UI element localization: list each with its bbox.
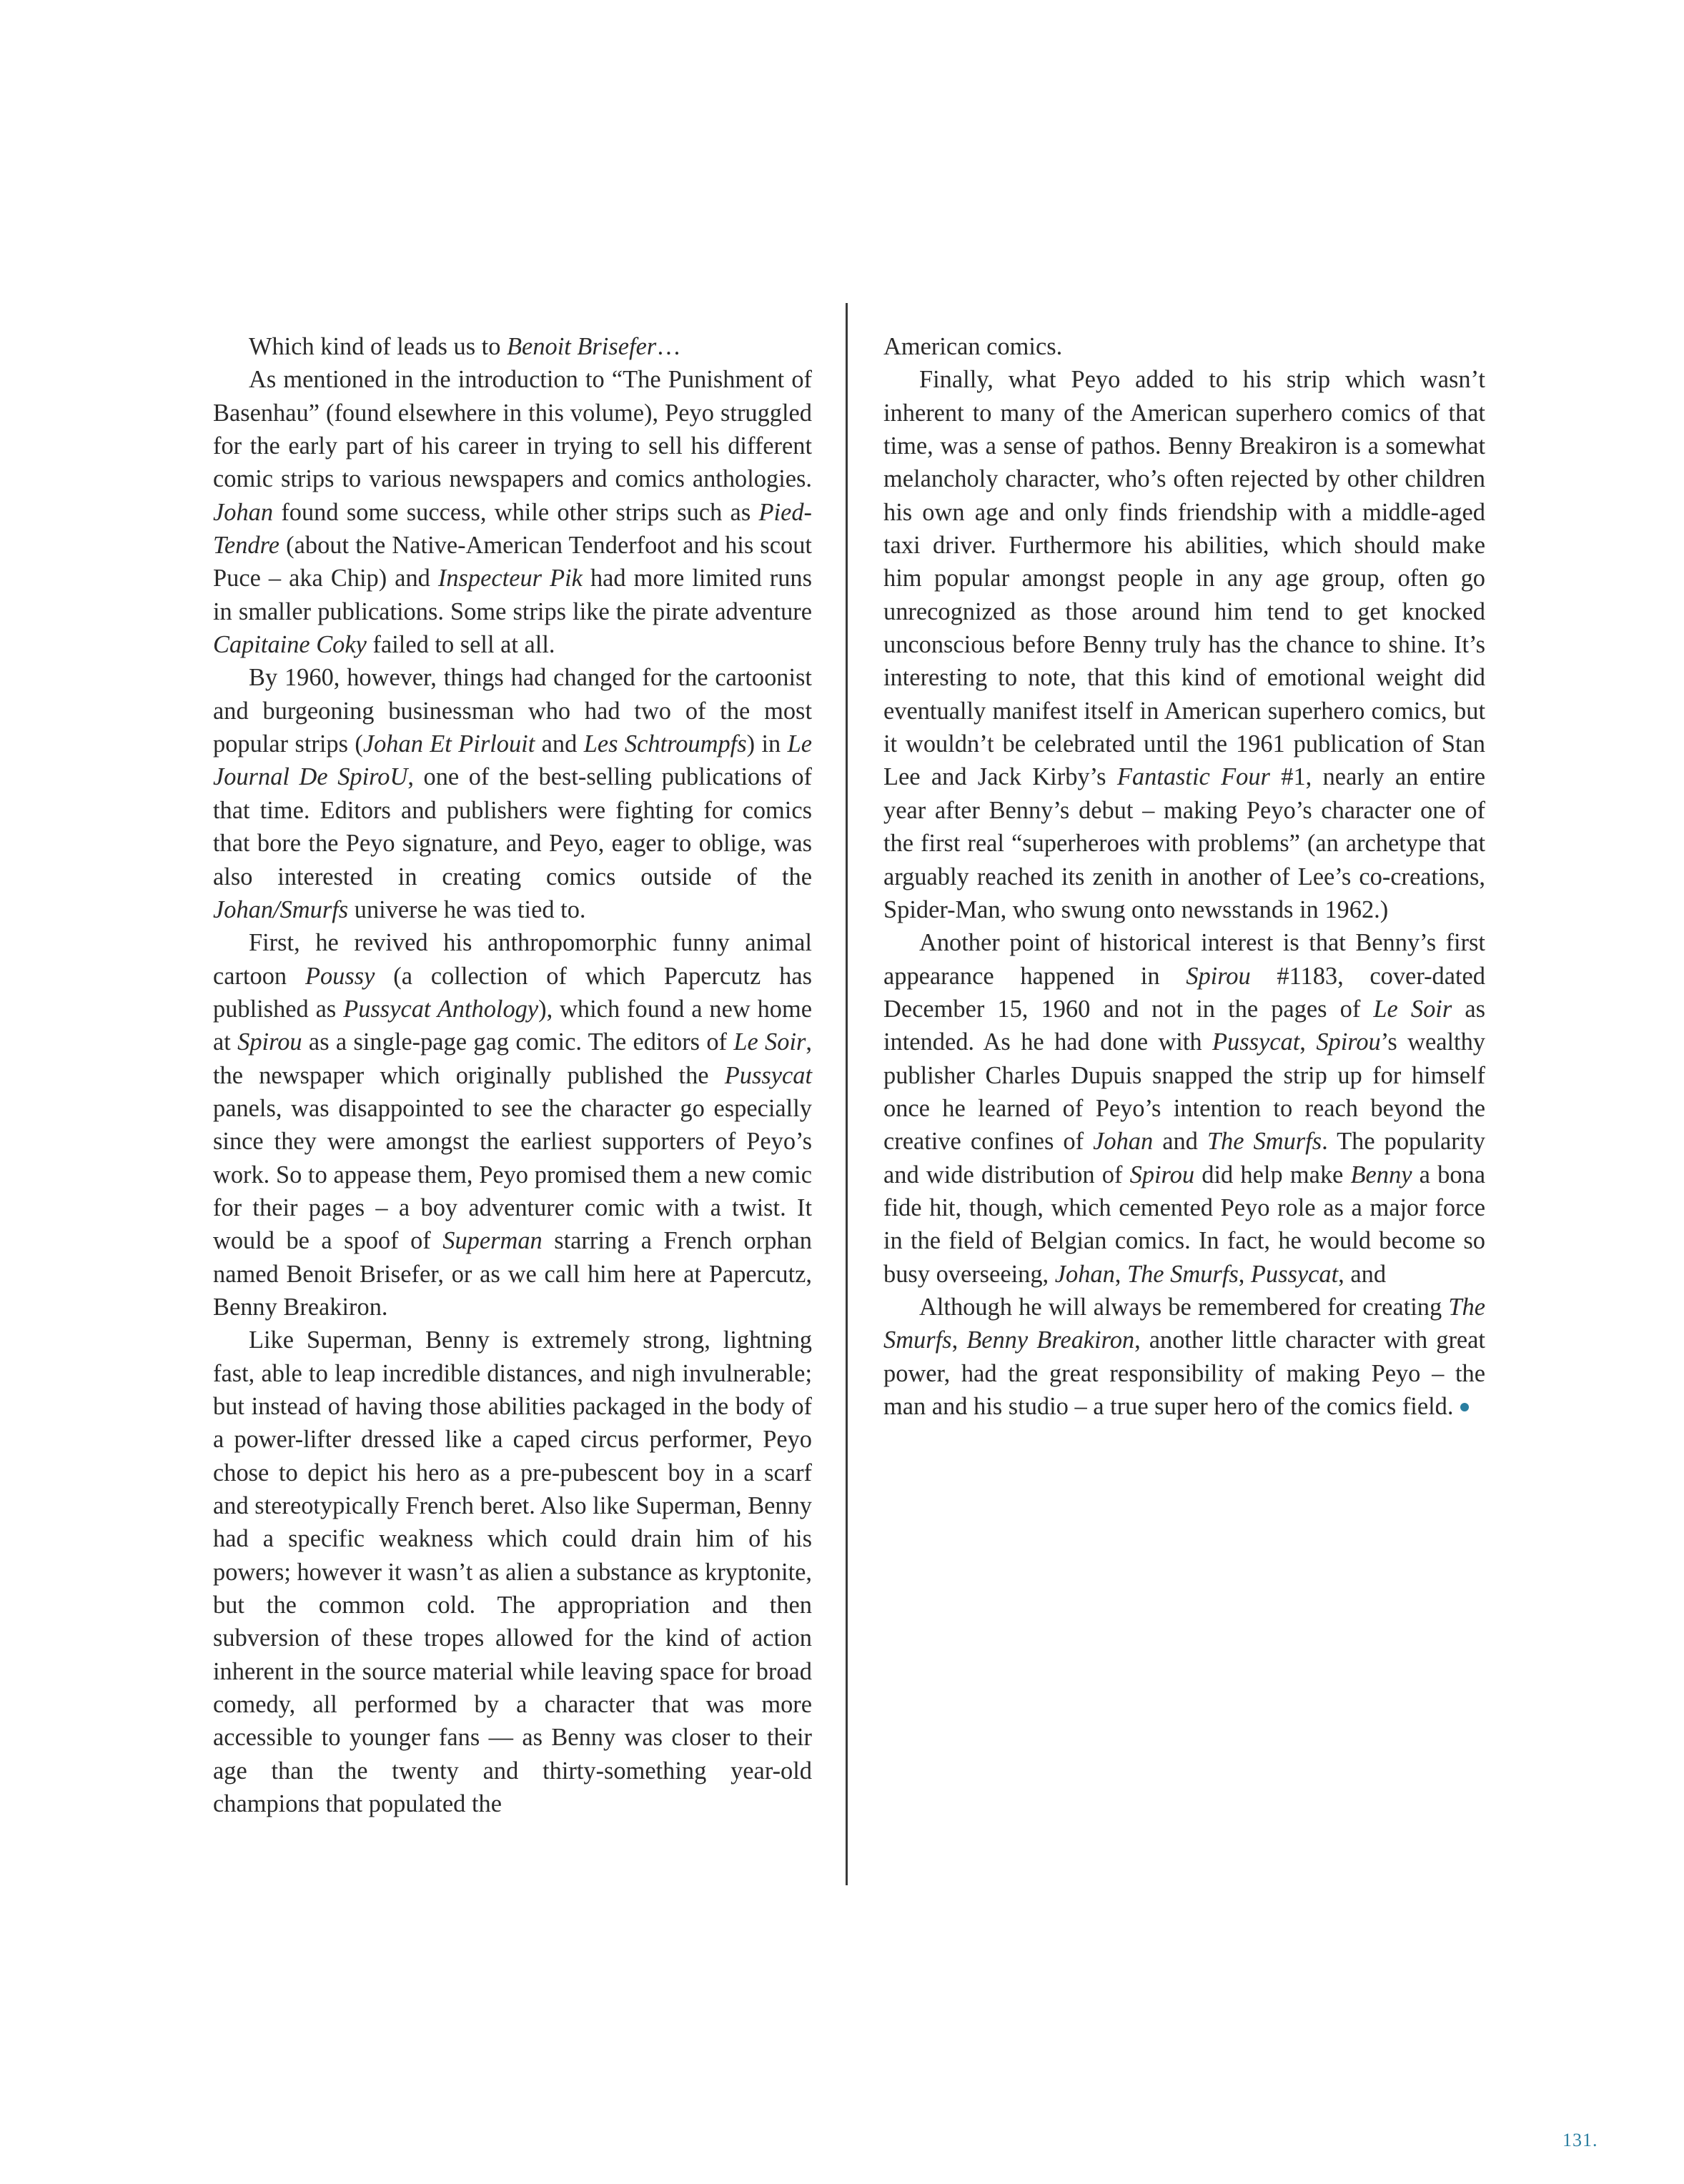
right-column (883, 330, 1485, 1423)
paragraph: Although he will always be remembered for creating The Smurfs, Benny Breakiron, another little character with great power, had the great responsibility of making Peyo – the man and his studio – a true super hero of the comics field. (883, 1293, 1485, 1420)
left-column (213, 330, 812, 1820)
paragraph: American comics. (883, 333, 1063, 360)
paragraph: As mentioned in the introduction to “The Punishment of Basenhau” (found elsewhere in this volume), Peyo struggled for the early part of his career in trying to sell his different comic strips to various newspapers and comics anthologies. Johan found some success, while other strips such as Pied-Tendre (about the Native-American Tenderfoot and his scout Puce – aka Chip) and Inspecteur Pik had more limited runs in smaller publications. Some strips like the pirate adventure Capitaine Coky failed to sell at all. (213, 366, 813, 659)
paragraph: Which kind of leads us to Benoit Brisefer… (249, 333, 681, 360)
paragraph: By 1960, however, things had changed for the cartoonist and burgeoning businessman who had two of the most popular strips (Johan Et Pirlouit and Les Schtroumpfs) in Le Journal De SpiroU, one of the best-selling publications of that time. Editors and publishers were fighting for comics that bore the Peyo signature, and Peyo, eager to oblige, was also interested in creating comics outside of the Johan/Smurfs universe he was tied to. (213, 664, 813, 923)
paragraph: Another point of historical interest is that Benny’s first appearance happened in Spirou #1183, cover-dated December 15, 1960 and not in the pages of Le Soir as intended. As he had done with Pussycat, Spirou’s wealthy publisher Charles Dupuis snapped the strip up for himself once he learned of Peyo’s intention to reach beyond the creative confines of Johan and The Smurfs. The popularity and wide distribution of Spirou did help make Benny a bona fide hit, though, which cemented Peyo role as a major force in the field of Belgian comics. In fact, he would become so busy overseeing, Johan, The Smurfs, Pussycat, and (883, 929, 1486, 1288)
column-divider (846, 303, 848, 1885)
paragraph: First, he revived his anthropomorphic funny animal cartoon Poussy (a collection of which Papercutz has published as Pussycat Anthology), which found a new home at Spirou as a single-page gag comic. The editors of Le Soir, the newspaper which originally published the Pussycat panels, was disappointed to see the character go especially since they were amongst the earliest supporters of Peyo’s work. So to appease them, Peyo promised them a new comic for their pages – a boy adventurer comic with a twist. It would be a spoof of Superman starring a French orphan named Benoit Brisefer, or as we call him here at Papercutz, Benny Breakiron. (213, 929, 813, 1321)
paragraph: Like Superman, Benny is extremely strong, lightning fast, able to leap incredible distances, and nigh invulnerable; but instead of having those abilities packaged in the body of a power-lifter dressed like a caped circus performer, Peyo chose to depict his hero as a pre-pubescent boy in a scarf and stereotypically French beret. Also like Superman, Benny had a specific weakness which could drain him of his powers; however it wasn’t as alien a substance as kryptonite, but the common cold. The appropriation and then subversion of these tropes allowed for the kind of action inherent in the source material while leaving space for broad comedy, all performed by a character that was more accessible to younger fans — as Benny was closer to their age than the twenty and thirty-something year-old champions that populated the (213, 1326, 812, 1818)
paragraph: Finally, what Peyo added to his strip which wasn’t inherent to many of the American superhero comics of that time, was a sense of pathos. Benny Breakiron is a somewhat melancholy character, who’s often rejected by other children his own age and only finds friendship with a middle-aged taxi driver. Furthermore his abilities, which should make him popular amongst people in any age group, often go unrecognized as those around him tend to get knocked unconscious before Benny truly has the chance to shine. It’s interesting to note, that this kind of emotional weight did eventually manifest itself in American superhero comics, but it wouldn’t be celebrated until the 1961 publication of Stan Lee and Jack Kirby’s Fantastic Four #1, nearly an entire year after Benny’s debut – making Peyo’s character one of the first real “superheroes with problems” (an archetype that arguably reached its zenith in another of Lee’s co-creations, Spider-Man, who swung onto newsstands in 1962.) (883, 366, 1485, 923)
page-number: 131. (1562, 2130, 1598, 2150)
end-mark-icon (1460, 1403, 1469, 1411)
